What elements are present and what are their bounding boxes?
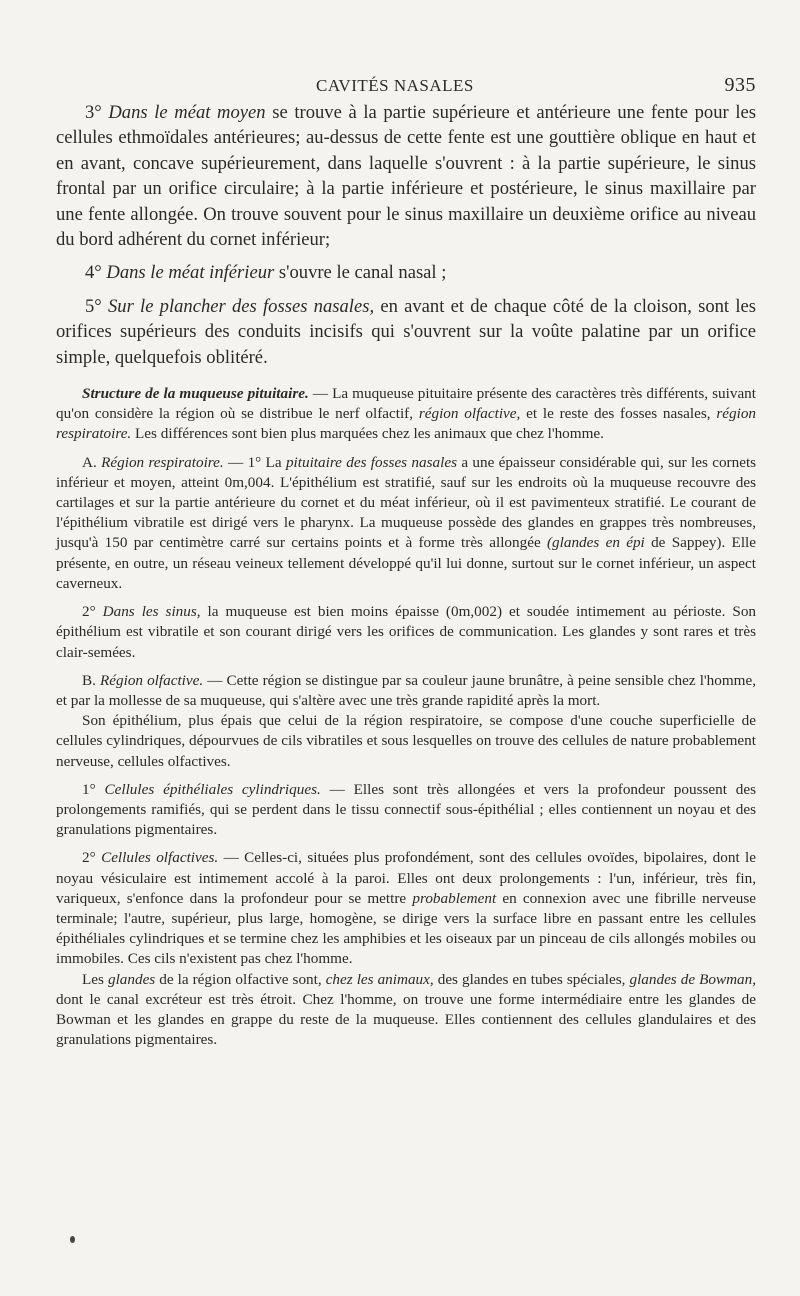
page-number: 935: [724, 74, 756, 96]
item-number: 5°: [85, 295, 102, 317]
paragraph-region-respiratoire: A. Région respiratoire. — 1° La pituitaire des fosses nasales a une épaisseur considérable qui, sur les cornets inférieur et moyen, atteint 0m,004. L'épithélium est stratifié, sauf sur les endroits où la muqueuse recouvre des cartilages et sur la partie antérieure du cornet et du méat inférieur, où il est pavimenteux stratifié. Le courant de l'épithélium vibratile est dirigé vers le pharynx. La muqueuse possède des glandes en grappes très nombreuses, jusqu'à 150 par centimètre carré sur certains points et à forme très allongée (glandes en épi de Sappey). Elle présente, en outre, un réseau veineux tellement développé qu'il lui donne, surtout sur le cornet inférieur, un aspect caverneux.: [56, 453, 757, 592]
lead-phrase: Dans les sinus,: [102, 603, 201, 621]
section-label: A.: [82, 453, 97, 471]
lead-phrase: Cellules olfactives.: [101, 849, 219, 867]
paragraph-text: en avant et de chaque côté de la cloison, sont les orifices supérieurs des conduits incisifs qui s'ouvrent sur la voûte palatine par un orifice simple, quelquefois oblitéré.: [56, 295, 756, 368]
item-number: 1°: [82, 780, 96, 798]
paragraph-meat-moyen: [56, 100, 756, 252]
paragraph-text: se trouve à la partie supérieure et antérieure une fente pour les cellules ethmoïdales antérieures; au-dessus de cette fente est une gouttière oblique en haut et en avant, concave supérieurement, dans laquelle s'ouvrent : à la partie supérieure, le sinus frontal par un orifice circulaire; à la partie inférieure et postérieure, le sinus maxillaire par une fente allongée. On trouve souvent pour le sinus maxillaire un deuxième orifice au niveau du bord adhérent du cornet inférieur;: [56, 102, 756, 251]
item-number: 2°: [82, 603, 96, 621]
paragraph-plancher: [56, 294, 756, 370]
section-heading: Structure de la muqueuse pituitaire.: [82, 385, 309, 403]
item-number: 4°: [85, 262, 102, 284]
section-heading: Région respiratoire.: [101, 453, 224, 471]
running-head: [56, 66, 756, 100]
paragraph-sinus: 2° Dans les sinus, la muqueuse est bien moins épaisse (0m,002) et soudée intimement au périoste. Son épithélium est vibratile et son courant dirigé vers les orifices de communication. Les glandes y sont rares et très clair-semées.: [56, 603, 757, 661]
ink-speck: [70, 1236, 75, 1243]
item-number: 3°: [85, 102, 102, 123]
paragraph-cellules-cylindriques: 1° Cellules épithéliales cylindriques. — Elles sont très allongées et vers la profondeur poussent des prolongements ramifiés, qui se perdent dans le tissu connectif sous-épithélial ; elles contiennent un noyau et des granulations pigmentaires.: [56, 780, 757, 839]
lead-phrase: Dans le méat inférieur: [106, 262, 275, 284]
paragraph-epithelium: Son épithélium, plus épais que celui de la région respiratoire, se compose d'une couche superficielle de cellules cylindriques, dépourvues de cils vibratiles et sous lesquelles on trouve des cellules de nature probablement nerveuse, cellules olfactives.: [56, 712, 756, 770]
item-number: 2°: [82, 849, 96, 867]
lead-phrase: Dans le méat moyen: [108, 102, 266, 123]
paragraph-meat-inferieur: [56, 260, 756, 285]
section-heading: Région olfactive.: [100, 671, 204, 689]
paragraph-cellules-olfactives: 2° Cellules olfactives. — Celles-ci, situées plus profondément, sont des cellules ovoïdes, bipolaires, dont le noyau vésiculaire est intimement accolé à la paroi. Elles ont deux prolongements : l'un, inférieur, très fin, variqueux, s'enfonce dans la profondeur pour se mettre probablement en connexion avec une fibrille nerveuse terminale; l'autre, supérieur, plus large, homogène, se dirige vers la surface libre en passant entre les cellules épithéliales cylindriques et se termine chez les amphibies et les oiseaux par un pinceau de cils allongés mobiles ou immobiles. Ces cils n'existent pas chez l'homme.: [56, 849, 757, 968]
lead-phrase: Sur le plancher des fosses nasales,: [107, 295, 375, 317]
running-title: CAVITÉS NASALES: [316, 76, 474, 95]
small-text-section: [56, 384, 756, 1050]
paragraph-structure: Structure de la muqueuse pituitaire. — La muqueuse pituitaire présente des caractères très différents, suivant qu'on considère la région où se distribue le nerf olfactif, région olfactive, et le reste des fosses nasales, région respiratoire. Les différences sont bien plus marquées chez les animaux que chez l'homme.: [56, 385, 757, 443]
large-text-section: [56, 100, 756, 370]
paragraph-text: s'ouvre le canal nasal ;: [278, 262, 447, 284]
lead-phrase: Cellules épithéliales cylindriques.: [104, 780, 321, 798]
book-page: [56, 66, 756, 1050]
paragraph-region-olfactive: B. Région olfactive. — Cette région se distingue par sa couleur jaune brunâtre, à peine sensible chez l'homme, et par la mollesse de sa muqueuse, qui s'altère avec une très grande rapidité après la mort.: [56, 671, 756, 709]
section-label: B.: [82, 671, 96, 689]
paragraph-glandes: Les glandes de la région olfactive sont, chez les animaux, des glandes en tubes spéciales, glandes de Bowman, dont le canal excréteur est très étroit. Chez l'homme, on trouve une forme intermédiaire entre les glandes de Bowman et les glandes en grappe du reste de la muqueuse. Elles contiennent des cellules glandulaires et des granulations pigmentaires.: [56, 970, 757, 1049]
